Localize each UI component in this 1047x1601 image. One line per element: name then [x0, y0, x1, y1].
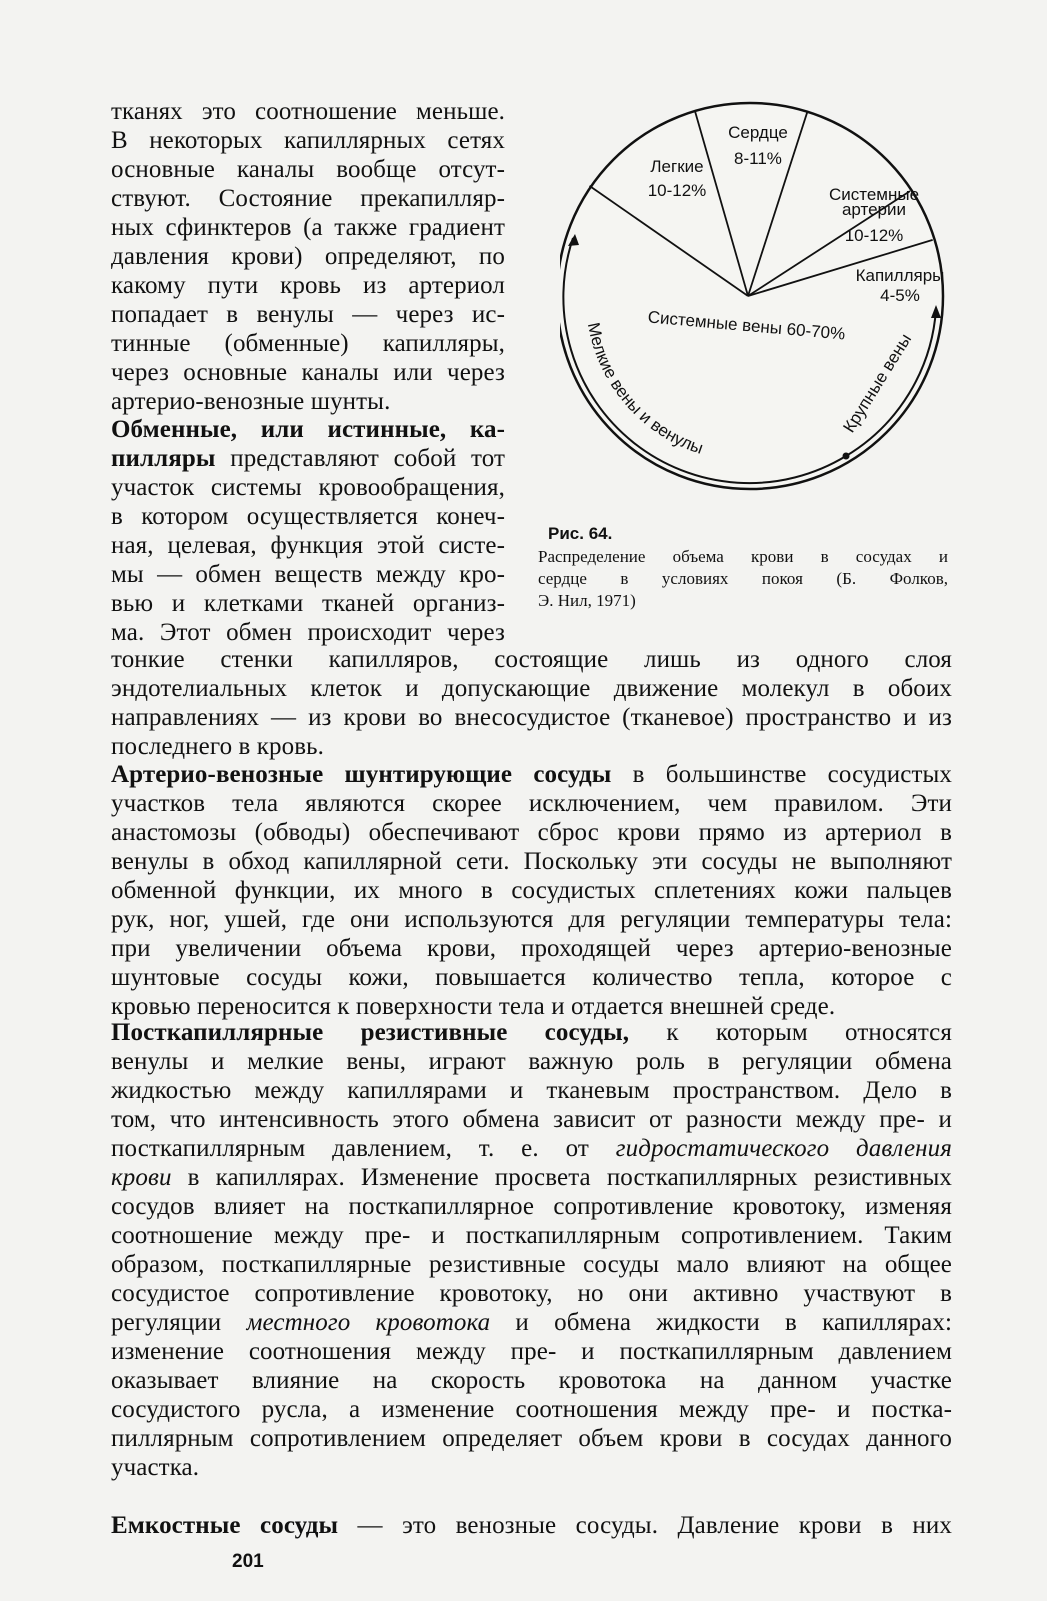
para2-line: ная, целевая, функция этой систе- [111, 532, 505, 559]
para2-full-line: направлениях — из крови во внесосудистое (тканевое) пространство и из [111, 704, 952, 731]
para3-line: кровью переносится к поверхности тела и отдается внешней среде. [111, 993, 836, 1020]
left-column-line: ствуют. Состояние прекапилляр- [111, 185, 505, 212]
para4-line: соотношение между пре- и посткапиллярным сопротивлением. Таким [111, 1222, 952, 1249]
caption-line: Э. Нил, 1971) [538, 591, 636, 610]
para2-term-2: пилляры [111, 445, 216, 472]
para2-full-line: эндотелиальных клеток и допускающие движение молекул в обоих [111, 675, 952, 702]
left-column-line: артерио-венозные шунты. [111, 388, 391, 415]
para2-line: ма. Этот обмен происходит через [111, 619, 505, 646]
para2-line-1 [111, 415, 505, 444]
small-veins-annotation: Мелкие вены и венулы [583, 320, 706, 458]
para4-line-5 [111, 1134, 952, 1163]
para4-line-5-plain: посткапиллярным давлением, т. е. от [111, 1135, 616, 1162]
para4-term: Посткапиллярные резистивные сосуды, [111, 1019, 630, 1046]
left-column-line: какому пути кровь из артериол [111, 272, 505, 299]
para4-line: том, что интенсивность этого обмена зависит от разности между пре- и [111, 1106, 952, 1133]
para3-line-1-rest: в большинстве сосудистых [611, 761, 953, 788]
caption-line: сердце в условиях покоя (Б. Фолков, [538, 569, 948, 588]
para5-line-1 [111, 1511, 952, 1540]
blood-volume-pie-chart [560, 86, 980, 506]
large-veins-annotation: Крупные вены [839, 330, 916, 436]
para4-line: образом, посткапиллярные резистивные сосуды мало влияют на общее [111, 1251, 952, 1278]
para5-term: Емкостные сосуды [111, 1512, 339, 1539]
para4-line-6 [111, 1163, 952, 1192]
para2-line: вью и клетками тканей организ- [111, 590, 505, 617]
para4-line-5-italic: гидростатического давления [615, 1135, 952, 1162]
pie-slice-label: Системные вены 60-70% [647, 307, 846, 344]
para4-line: сосудистое сопротивление кровотоку, но они активно участвуют в [111, 1280, 952, 1307]
pie-slice-label: артерии [841, 200, 907, 219]
figure-number: Рис. 64. [548, 524, 613, 543]
para4-line-6-italic: крови [111, 1164, 172, 1191]
para3-line: венулы в обход капиллярной сети. Поскольку эти сосуды не выполняют [111, 848, 952, 875]
para3-line: при увеличении объема крови, проходящей через артерио-венозные [111, 935, 952, 962]
para3-line: обменной функции, их много в сосудистых сплетениях кожи пальцев [111, 877, 952, 904]
para3-line: рук, ног, ушей, где они используются для регуляции температуры тела: [111, 906, 952, 933]
para2-full-line: последнего в кровь. [111, 733, 324, 760]
para2-line: в котором осуществляется конеч- [111, 503, 505, 530]
left-column-line: давления крови) определяют, по [111, 243, 505, 270]
pie-slice-value: 10-12% [647, 181, 707, 200]
para2-line: мы — обмен веществ между кро- [111, 561, 505, 588]
pie-slice-value: 10-12% [844, 226, 904, 245]
para4-line-11 [111, 1308, 952, 1337]
para4-line-11-a: регуляции [111, 1309, 247, 1336]
para3-term: Артерио-венозные шунтирующие сосуды [111, 761, 612, 788]
para3-line: шунтовые сосуды кожи, повышается количество тепла, которое с [111, 964, 952, 991]
left-column-line: тканях это соотношение меньше. [111, 98, 505, 125]
pie-slice-label: Капилляры [855, 266, 945, 285]
para2-line-2 [111, 444, 505, 473]
para4-line-1 [111, 1018, 952, 1047]
pie-slice-label: Легкие [650, 157, 704, 176]
pie-slice-label: Сердце [728, 123, 788, 142]
para3-line: участков тела являются скорее исключением, чем правилом. Эти [111, 790, 952, 817]
para2-line: участок системы кровообращения, [111, 474, 505, 501]
left-column-line: тинные (обменные) капилляры, [111, 330, 505, 357]
para4-line: изменение соотношения между пре- и посткапиллярным давлением [111, 1338, 952, 1365]
pie-slice-value: 4-5% [880, 286, 920, 305]
left-column-line: ных сфинктеров (а также градиент [111, 214, 505, 241]
para4-line-11-b: и обмена жидкости в капиллярах: [490, 1309, 952, 1336]
para4-line: венулы и мелкие вены, играют важную роль в регуляции обмена [111, 1048, 952, 1075]
arc-divider-dot [843, 453, 850, 460]
para4-line: оказывает влияние на скорость кровотока на данном участке [111, 1367, 952, 1394]
para4-line: участка. [111, 1454, 200, 1481]
para4-line-11-italic: местного кровотока [246, 1309, 491, 1336]
para2-line-2-rest: представляют собой тот [215, 445, 505, 472]
caption-line: Распределение объема крови в сосудах и [538, 547, 948, 566]
para5-line-1-rest: — это венозные сосуды. Давление крови в них [338, 1512, 952, 1539]
left-column-line: В некоторых капиллярных сетях [111, 127, 505, 154]
para4-line: сосудистого русла, а изменение соотношения между пре- и постка- [111, 1396, 952, 1423]
left-column-line: попадает в венулы — через ис- [111, 301, 505, 328]
page-number: 201 [232, 1551, 264, 1572]
para3-line-1 [111, 760, 952, 789]
pie-slice-value: 8-11% [734, 149, 782, 168]
para4-line: сосудов влияет на посткапиллярное сопротивление кровотоку, изменяя [111, 1193, 952, 1220]
left-column-line: через основные каналы или через [111, 359, 505, 386]
pie-slice-label: Системные [828, 185, 920, 204]
left-column-line: основные каналы вообще отсут- [111, 156, 505, 183]
para4-line-6-rest: в капиллярах. Изменение просвета посткапиллярных резистивных [171, 1164, 952, 1191]
para2-full-line: тонкие стенки капилляров, состоящие лишь из одного слоя [111, 646, 952, 673]
para4-line: пиллярным сопротивлением определяет объем крови в сосудах данного [111, 1425, 952, 1452]
para3-line: анастомозы (обводы) обеспечивают сброс крови прямо из артериол в [111, 819, 952, 846]
para4-line-1-rest: к которым относятся [629, 1019, 952, 1046]
para4-line: жидкостью между капиллярами и тканевым пространством. Дело в [111, 1077, 952, 1104]
para2-term-1: Обменные, или истинные, ка- [111, 416, 505, 443]
